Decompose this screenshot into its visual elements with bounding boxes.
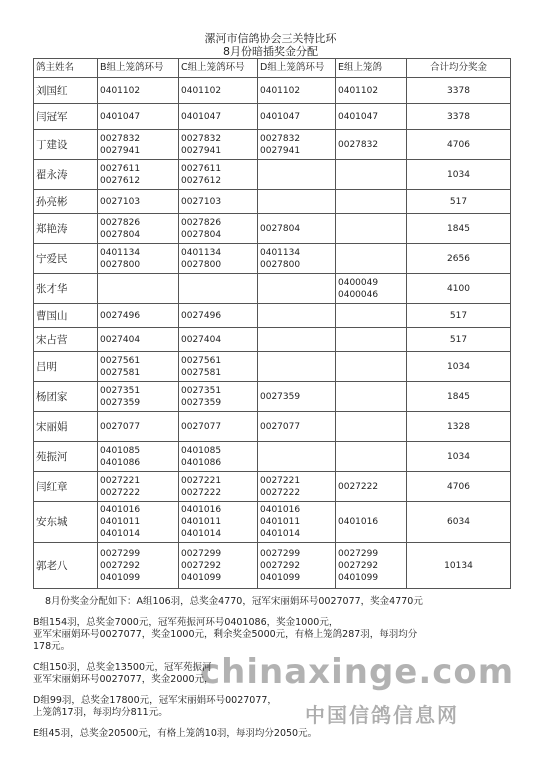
ring-number: 0027299 (100, 548, 141, 559)
owner-name-cell: 苑振河 (34, 442, 98, 472)
ring-number: 0401014 (260, 529, 301, 539)
ring-number: 0400049 (338, 277, 379, 288)
table-row (34, 244, 511, 274)
notes-line-e1: E组45羽，总奖金20500元，有格上笼鸽10羽，每羽均分2050元。 (33, 728, 318, 739)
ring-number: 0401011 (181, 517, 222, 527)
ring-number: 0027826 (181, 217, 222, 228)
ring-number: 0401016 (260, 505, 301, 515)
ring-number: 0401099 (100, 572, 141, 583)
table-row (34, 352, 511, 382)
ring-cell-c (179, 472, 258, 502)
ring-cell-d (258, 442, 336, 472)
ring-number: 0027404 (181, 334, 222, 345)
ring-cell-c (179, 78, 258, 104)
table-row (34, 190, 511, 214)
ring-cell-e (336, 274, 407, 304)
ring-cell-b (98, 502, 179, 543)
ring-cell-d (258, 130, 336, 160)
ring-number: 0027941 (260, 145, 301, 156)
ring-number: 0401102 (100, 85, 141, 96)
ring-number: 0401099 (260, 572, 301, 583)
col-owner: 鸽主姓名 (34, 59, 98, 78)
ring-cell-d (258, 104, 336, 130)
ring-number: 0027804 (181, 229, 222, 240)
total-prize-cell: 1034 (407, 160, 511, 190)
table-row (34, 502, 511, 543)
ring-number: 0401047 (181, 111, 222, 122)
ring-cell-c (179, 352, 258, 382)
ring-cell-c (179, 502, 258, 543)
ring-cell-c (179, 328, 258, 352)
owner-name-cell: 丁建设 (34, 130, 98, 160)
ring-number: 0401099 (181, 572, 222, 583)
ring-cell-e (336, 502, 407, 543)
col-d-ring: D组上笼鸽环号 (258, 59, 336, 78)
table-row (34, 130, 511, 160)
ring-cell-b (98, 472, 179, 502)
ring-number: 0027351 (100, 385, 141, 396)
ring-number: 0027826 (100, 217, 141, 228)
ring-number: 0027359 (181, 397, 222, 408)
owner-name-cell: 宋丽娟 (34, 412, 98, 442)
ring-number: 0401134 (100, 247, 141, 258)
ring-number: 0027581 (181, 367, 222, 378)
total-prize-cell: 4706 (407, 130, 511, 160)
notes-line-c1: C组150羽，总奖金13500元，冠军苑振河 (33, 662, 212, 673)
table-row (34, 412, 511, 442)
ring-number: 0027804 (260, 223, 301, 234)
ring-number: 0401011 (260, 517, 301, 527)
total-prize-cell: 517 (407, 328, 511, 352)
col-c-ring: C组上笼鸽环号 (179, 59, 258, 78)
ring-cell-c (179, 190, 258, 214)
owner-name-cell: 曹国山 (34, 304, 98, 328)
ring-number: 0027496 (100, 310, 141, 321)
notes-line-d2: 上笼鸽17羽，每羽均分811元。 (33, 707, 168, 718)
ring-cell-d (258, 328, 336, 352)
total-prize-cell: 4100 (407, 274, 511, 304)
table-row (34, 543, 511, 589)
ring-cell-d (258, 382, 336, 412)
ring-number: 0401102 (338, 85, 379, 96)
owner-name-cell: 闫冠军 (34, 104, 98, 130)
ring-number: 0027292 (181, 560, 222, 571)
table-row (34, 104, 511, 130)
owner-name-cell: 翟永涛 (34, 160, 98, 190)
watermark-domain: chinaxinge.com (200, 652, 515, 692)
ring-number: 0401016 (100, 505, 141, 515)
owner-name-cell: 郭老八 (34, 543, 98, 589)
notes-line-c2: 亚军宋丽娟环号0027077，奖金2000元， (33, 674, 214, 685)
total-prize-cell: 1328 (407, 412, 511, 442)
ring-cell-d (258, 160, 336, 190)
ring-number: 0401134 (181, 247, 222, 258)
ring-cell-c (179, 382, 258, 412)
ring-cell-e (336, 214, 407, 244)
ring-cell-e (336, 304, 407, 328)
total-prize-cell: 1034 (407, 442, 511, 472)
prize-table (33, 58, 511, 589)
ring-cell-e (336, 328, 407, 352)
ring-number: 0027561 (100, 355, 141, 366)
ring-number: 0401047 (338, 111, 379, 122)
ring-number: 0027221 (260, 475, 301, 486)
ring-number: 0027351 (181, 385, 222, 396)
table-row (34, 472, 511, 502)
ring-cell-c (179, 412, 258, 442)
ring-cell-d (258, 472, 336, 502)
ring-number: 0401086 (181, 457, 222, 468)
table-row (34, 214, 511, 244)
ring-cell-e (336, 382, 407, 412)
owner-name-cell: 杨团家 (34, 382, 98, 412)
ring-number: 0027103 (100, 196, 141, 207)
ring-cell-c (179, 244, 258, 274)
ring-cell-c (179, 104, 258, 130)
ring-number: 0027292 (338, 560, 379, 571)
ring-cell-b (98, 412, 179, 442)
ring-cell-b (98, 442, 179, 472)
ring-number: 0027222 (260, 487, 301, 498)
ring-number: 0027800 (260, 259, 301, 270)
notes-line-d1: D组99羽，总奖金17800元，冠军宋丽娟环号0027077， (33, 695, 277, 706)
ring-cell-d (258, 543, 336, 589)
ring-number: 0401016 (338, 517, 379, 527)
ring-cell-b (98, 543, 179, 589)
ring-cell-b (98, 244, 179, 274)
ring-cell-e (336, 412, 407, 442)
ring-cell-e (336, 130, 407, 160)
ring-number: 0401011 (100, 517, 141, 527)
owner-name-cell: 吕明 (34, 352, 98, 382)
ring-number: 0027299 (260, 548, 301, 559)
ring-cell-b (98, 274, 179, 304)
ring-number: 0027292 (260, 560, 301, 571)
ring-number: 0027561 (181, 355, 222, 366)
document-title: 漯河市信鸽协会三关特比环 (204, 32, 337, 45)
ring-number: 0401016 (181, 505, 222, 515)
table-row (34, 382, 511, 412)
col-e-ring: E组上笼鸽 (336, 59, 407, 78)
ring-number: 0027222 (338, 481, 379, 492)
owner-name-cell: 郑艳涛 (34, 214, 98, 244)
ring-number: 0401134 (260, 247, 301, 258)
ring-cell-e (336, 78, 407, 104)
ring-number: 0027221 (181, 475, 222, 486)
ring-number: 0401047 (100, 111, 141, 122)
ring-cell-d (258, 274, 336, 304)
ring-cell-e (336, 543, 407, 589)
ring-number: 0027832 (100, 133, 141, 144)
table-row (34, 160, 511, 190)
ring-number: 0027077 (260, 421, 301, 432)
document-subtitle: 8月份暗插奖金分配 (223, 45, 318, 58)
ring-cell-b (98, 382, 179, 412)
ring-number: 0027612 (100, 175, 141, 186)
ring-cell-c (179, 130, 258, 160)
ring-cell-c (179, 214, 258, 244)
col-total: 合计均分奖金 (407, 59, 511, 78)
ring-cell-b (98, 78, 179, 104)
ring-cell-e (336, 190, 407, 214)
ring-number: 0027611 (181, 163, 222, 174)
ring-number: 0027359 (260, 391, 301, 402)
total-prize-cell: 1845 (407, 382, 511, 412)
ring-number: 0027612 (181, 175, 222, 186)
ring-cell-e (336, 104, 407, 130)
table-row (34, 442, 511, 472)
total-prize-cell: 10134 (407, 543, 511, 589)
notes-line-b3: 178元。 (33, 641, 71, 652)
col-b-ring: B组上笼鸽环号 (98, 59, 179, 78)
ring-cell-b (98, 104, 179, 130)
ring-number: 0027581 (100, 367, 141, 378)
ring-number: 0027404 (100, 334, 141, 345)
ring-cell-d (258, 412, 336, 442)
ring-number: 0027832 (260, 133, 301, 144)
table-row (34, 78, 511, 104)
owner-name-cell: 张才华 (34, 274, 98, 304)
ring-number: 0401086 (100, 457, 141, 468)
ring-cell-c (179, 442, 258, 472)
total-prize-cell: 517 (407, 304, 511, 328)
ring-cell-e (336, 160, 407, 190)
ring-cell-c (179, 274, 258, 304)
ring-cell-b (98, 328, 179, 352)
ring-number: 0027359 (100, 397, 141, 408)
ring-cell-b (98, 214, 179, 244)
ring-number: 0027103 (181, 196, 222, 207)
total-prize-cell: 3378 (407, 78, 511, 104)
total-prize-cell: 1034 (407, 352, 511, 382)
ring-number: 0027941 (181, 145, 222, 156)
ring-number: 0027299 (338, 548, 379, 559)
ring-number: 0027832 (338, 139, 379, 150)
notes-line-b2: 亚军宋丽娟环号0027077，奖金1000元，剩余奖金5000元，有格上笼鸽287羽，每羽均分 (33, 629, 418, 640)
ring-number: 0401014 (181, 529, 222, 539)
table-body (34, 78, 511, 589)
table-row (34, 328, 511, 352)
ring-number: 0027222 (100, 487, 141, 498)
ring-cell-d (258, 502, 336, 543)
ring-number: 0027077 (181, 421, 222, 432)
ring-cell-e (336, 244, 407, 274)
ring-cell-d (258, 352, 336, 382)
table-row (34, 274, 511, 304)
table-header-row (34, 59, 511, 78)
total-prize-cell: 2656 (407, 244, 511, 274)
owner-name-cell: 宋占营 (34, 328, 98, 352)
ring-cell-e (336, 442, 407, 472)
notes-line-b1: B组154羽，总奖金7000元，冠军苑振河环号0401086，奖金1000元， (33, 617, 339, 628)
ring-number: 0027800 (181, 259, 222, 270)
total-prize-cell: 517 (407, 190, 511, 214)
ring-number: 0401047 (260, 111, 301, 122)
ring-cell-c (179, 304, 258, 328)
ring-cell-b (98, 352, 179, 382)
ring-cell-b (98, 190, 179, 214)
watermark-cn: 中国信鸽信息网 (305, 703, 459, 727)
ring-number: 0027299 (181, 548, 222, 559)
ring-number: 0027077 (100, 421, 141, 432)
total-prize-cell: 3378 (407, 104, 511, 130)
ring-number: 0401099 (338, 572, 379, 583)
notes-line-a: 8月份奖金分配如下：A组106羽，总奖金4770，冠军宋丽娟环号0027077，奖金4770元 (45, 596, 423, 607)
ring-cell-d (258, 214, 336, 244)
total-prize-cell: 4706 (407, 472, 511, 502)
ring-cell-d (258, 244, 336, 274)
owner-name-cell: 宁爱民 (34, 244, 98, 274)
ring-number: 0401085 (181, 445, 222, 456)
ring-number: 0027221 (100, 475, 141, 486)
total-prize-cell: 6034 (407, 502, 511, 543)
ring-cell-d (258, 78, 336, 104)
owner-name-cell: 闫红章 (34, 472, 98, 502)
ring-number: 0401102 (181, 85, 222, 96)
ring-number: 0027496 (181, 310, 222, 321)
ring-number: 0027222 (181, 487, 222, 498)
ring-number: 0401014 (100, 529, 141, 539)
owner-name-cell: 安东城 (34, 502, 98, 543)
table-row (34, 304, 511, 328)
ring-cell-e (336, 352, 407, 382)
ring-cell-b (98, 304, 179, 328)
total-prize-cell: 1845 (407, 214, 511, 244)
owner-name-cell: 孙亮彬 (34, 190, 98, 214)
ring-cell-b (98, 130, 179, 160)
ring-cell-e (336, 472, 407, 502)
ring-number: 0401102 (260, 85, 301, 96)
ring-cell-d (258, 190, 336, 214)
ring-cell-c (179, 543, 258, 589)
ring-number: 0027611 (100, 163, 141, 174)
ring-cell-c (179, 160, 258, 190)
ring-cell-b (98, 160, 179, 190)
ring-number: 0027800 (100, 259, 141, 270)
ring-number: 0027292 (100, 560, 141, 571)
ring-number: 0400046 (338, 289, 379, 300)
ring-cell-d (258, 304, 336, 328)
ring-number: 0027941 (100, 145, 141, 156)
ring-number: 0401085 (100, 445, 141, 456)
owner-name-cell: 刘国红 (34, 78, 98, 104)
ring-number: 0027804 (100, 229, 141, 240)
ring-number: 0027832 (181, 133, 222, 144)
